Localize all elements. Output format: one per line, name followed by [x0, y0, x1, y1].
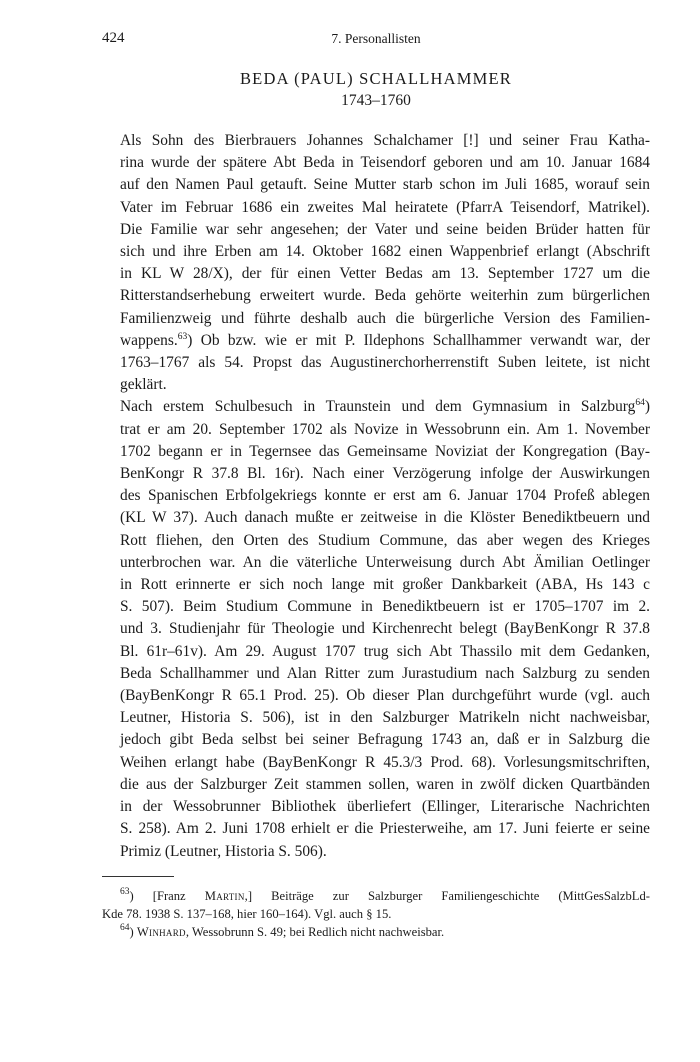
text-line: Familienzweig und führte deshalb auch die bürgerliche Version des Familien-: [120, 309, 650, 327]
article-dates: 1743–1760: [341, 92, 411, 109]
text-line: die aus der Salzburger Zeit stammen sollen, waren in zwölf dicken Quartbänden: [120, 775, 650, 793]
footnote-line: Kde 78. 1938 S. 137–168, hier 160–164). Vgl. auch § 15.: [102, 907, 392, 921]
text-line: (BayBenKongr R 65.1 Prod. 25). Ob dieser Plan durchgeführt wurde (vgl. auch: [120, 687, 650, 705]
text-fragment: ): [129, 925, 137, 939]
author-name: Martin: [204, 889, 245, 903]
text-line: Rott fliehen, den Orten des Studium Commune, das aber wegen des Krieges: [120, 531, 650, 549]
text-line: Weihen erlangt habe (BayBenKongr R 45.3/3 Prod. 68). Vorlesungsmitschriften,: [120, 753, 650, 771]
text-line: in der Wessobrunner Bibliothek überliefert (Ellinger, Literarische Nachrichten: [120, 798, 650, 816]
text-line: Bl. 61r–61v). Am 29. August 1707 trug sich Abt Thassilo mit dem Gedanken,: [120, 642, 650, 660]
text-line: [102, 330, 650, 352]
body-text: [102, 130, 650, 863]
footnote-number: 63: [120, 887, 130, 897]
footnote-ref: 64: [635, 398, 645, 409]
section-title: 7. Personallisten: [331, 31, 421, 46]
paragraph-1: [102, 130, 650, 396]
text-line: Ritterstandserhebung erweitert wurde. Beda gehörte weiterhin zum bürgerlichen: [120, 287, 650, 305]
text-line: Beda Schallhammer und Alan Ritter zum Jurastudium nach Salzburg zu senden: [120, 664, 650, 682]
text-line: Primiz (Leutner, Historia S. 506).: [120, 842, 327, 860]
text-line: des Spanischen Erbfolgekriegs konnte er erst am 6. Januar 1704 Profeß ablegen: [120, 487, 650, 505]
text-line: rina wurde der spätere Abt Beda in Teisendorf geboren und am 10. Januar 1684: [120, 154, 650, 172]
footnote-line: [102, 887, 650, 905]
text-line: Leutner, Historia S. 506), ist in den Salzburger Matrikeln nicht nachweisbar,: [120, 709, 650, 727]
text-line: geklärt.: [120, 376, 167, 394]
text-fragment: ): [644, 398, 650, 416]
running-header: [102, 30, 650, 52]
text-fragment: ) Ob bzw. wie er mit P. Ildephons Schallhammer verwandt war, der: [187, 331, 650, 349]
text-line: in Rott erinnerte er sich noch lange mit großer Dankbarkeit (ABA, Hs 143 c: [120, 576, 650, 594]
article-title: BEDA (PAUL) SCHALLHAMMER: [239, 69, 513, 88]
text-line: jedoch gibt Beda selbst bei seiner Befragung 1743 an, daß er in Salzburg die: [120, 731, 650, 749]
text-line: in KL W 28/X), der für einen Vetter Bedas am 13. September 1727 um die: [120, 265, 650, 283]
page-number: 424: [102, 30, 125, 46]
footnote-number: 64: [120, 923, 130, 933]
text-line: S. 258). Am 2. Juni 1708 erhielt er die Priesterweihe, am 17. Juni feierte er seine: [120, 820, 650, 838]
footnote-64: [102, 923, 650, 941]
text-line: (KL W 37). Auch danach mußte er zeitweise in die Klöster Benediktbeuern und: [120, 509, 650, 527]
text-line: Als Sohn des Bierbrauers Johannes Schalchamer [!] und seiner Frau Katha-: [120, 132, 650, 149]
text-line: trat er am 20. September 1702 als Novize in Wessobrunn ein. Am 1. November: [120, 420, 650, 438]
text-fragment: ) [Franz: [129, 889, 205, 903]
footnote-63: [102, 887, 650, 923]
text-line: S. 507). Beim Studium Commune in Benediktbeuern ist er 1705–1707 im 2.: [120, 598, 650, 616]
text-fragment: , Wessobrunn S. 49; bei Redlich nicht nachweisbar.: [185, 925, 445, 939]
text-line: und 3. Studienjahr für Theologie und Kirchenrecht belegt (BayBenKongr R 37.8: [120, 620, 650, 638]
text-fragment: wappens.: [120, 331, 178, 349]
footnote-line: [102, 923, 650, 941]
text-line: auf den Namen Paul getauft. Seine Mutter starb schon im Juli 1685, worauf sein: [120, 176, 650, 194]
footnote-separator: [102, 876, 174, 877]
footnote-ref: 63: [177, 331, 188, 342]
footnotes: [102, 887, 650, 941]
text-line: 1702 begann er in Tegernsee das Gemeinsame Noviziat der Kongregation (Bay-: [120, 442, 650, 460]
paragraph-2: [102, 396, 650, 862]
text-line: 1763–1767 als 54. Propst das Augustinerchorherrenstift Suben leitete, ist nicht: [120, 354, 650, 372]
author-name: Winhard: [136, 925, 186, 939]
text-line: Die Familie war sehr angesehen; der Vater und seine beiden Brüder hatten für: [120, 220, 650, 238]
text-line: sich und ihre Erben am 14. Oktober 1682 einen Wappenbrief erlangt (Abschrift: [120, 243, 650, 261]
text-line: unterbrochen war. An die väterliche Unterweisung durch Abt Ämilian Oetlinger: [120, 553, 650, 571]
text-fragment: Nach erstem Schulbesuch in Traunstein und dem Gymnasium in Salzburg: [120, 398, 636, 416]
text-fragment: ,] Beiträge zur Salzburger Familiengeschichte (MittGesSalzbLd-: [244, 889, 650, 903]
text-line: [102, 396, 650, 418]
text-line: Vater im Februar 1686 ein zweites Mal heiratete (PfarrA Teisendorf, Matrikel).: [120, 198, 650, 216]
text-line: BenKongr R 37.8 Bl. 16r). Nach einer Verzögerung infolge der Auswirkungen: [120, 465, 650, 483]
